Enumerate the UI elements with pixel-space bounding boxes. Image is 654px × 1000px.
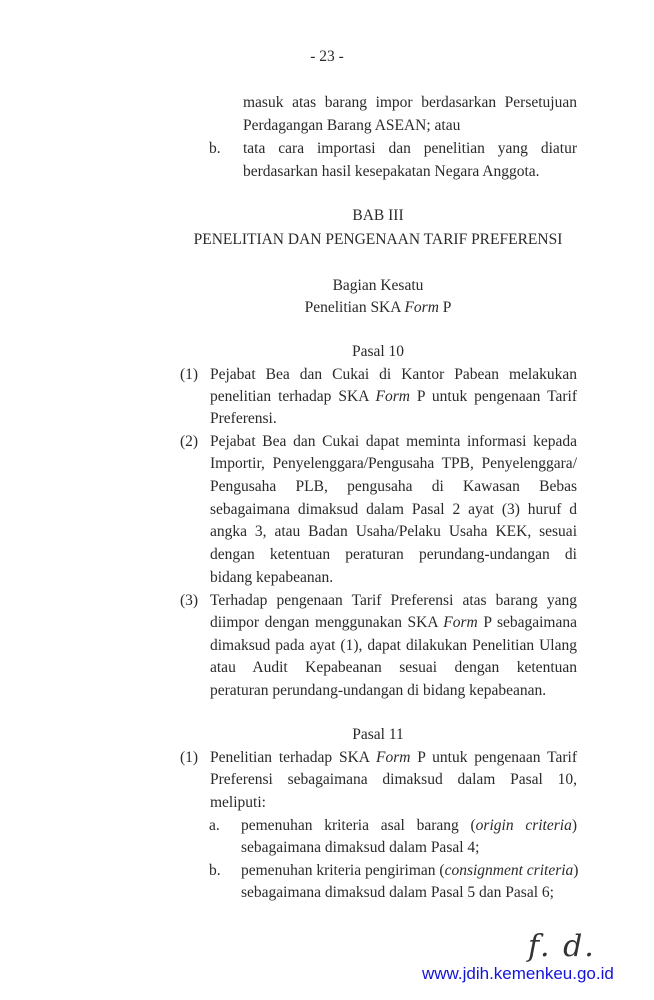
paragraph-line: Pejabat Bea dan Cukai di Kantor Pabean melakukan [210,366,577,383]
paragraph-line: sebagaimana dimaksud dalam Pasal 4; [241,839,480,856]
paragraph-line: Pejabat Bea dan Cukai dapat meminta informasi kepada [210,433,577,450]
italic-text: Form [443,614,478,631]
paragraph-line: peraturan perundang-undangan di bidang kepabeanan. [210,682,547,699]
clause-marker: (2) [180,433,199,450]
paragraph-line: dimaksud pada ayat (1), dapat dilakukan Penelitian Ulang [210,637,577,654]
clause-marker: (1) [180,366,199,383]
list-marker: b. [209,862,221,879]
text: P [438,299,452,316]
paragraph-line: Terhadap pengenaan Tarif Preferensi atas barang yang [210,592,577,609]
paragraph-line: berdasarkan hasil kesepakatan Negara Anggota. [243,163,540,180]
text: diimpor dengan menggunakan SKA [210,614,444,631]
list-marker: a. [209,817,220,834]
text: P untuk pengenaan Tarif [410,749,577,766]
chapter-title: PENELITIAN DAN PENGENAAN TARIF PREFERENSI [193,231,563,248]
paragraph-line [210,613,577,633]
paragraph-line: angka 3, atau Badan Usaha/Pelaku Usaha KEK, sesuai [210,523,577,540]
italic-text: consignment criteria [444,862,574,879]
italic-text: Form [404,299,439,316]
paragraph-line: sebagaimana dimaksud dalam Pasal 2 ayat (3) huruf d [210,501,577,518]
signature-initials: f. d. [528,929,596,964]
paragraph-line [241,861,577,881]
text: penelitian terhadap SKA [210,388,376,405]
text: P sebagaimana [477,614,577,631]
text: Penelitian terhadap SKA [210,749,376,766]
clause-marker: (3) [180,592,199,609]
paragraph-line: Importir, Penyelenggara/Pengusaha TPB, Penyelenggara/ [210,455,577,472]
paragraph-line: bidang kepabeanan. [210,569,334,586]
chapter-number: BAB III [352,207,404,224]
italic-text: origin criteria [475,817,572,834]
italic-text: Form [375,388,410,405]
italic-text: Form [375,749,411,766]
article-title: Pasal 11 [352,726,404,743]
section-label: Bagian Kesatu [332,277,424,294]
text: ) [573,862,579,879]
paragraph-line: dengan ketentuan peraturan perundang-undangan di [210,546,577,563]
paragraph-line: masuk atas barang impor berdasarkan Persetujuan [243,94,577,111]
paragraph-line [210,748,577,768]
text: pemenuhan kriteria pengiriman ( [241,862,445,879]
text: P untuk pengenaan Tarif [409,388,577,405]
paragraph-line: Perdagangan Barang ASEAN; atau [243,117,461,134]
paragraph-line: sebagaimana dimaksud dalam Pasal 5 dan Pasal 6; [241,884,554,901]
clause-marker: (1) [180,749,199,766]
text: pemenuhan kriteria asal barang ( [241,817,476,834]
paragraph-line [210,387,577,407]
paragraph-line: Pengusaha PLB, pengusaha di Kawasan Bebas [210,478,577,495]
paragraph-line: meliputi: [210,794,266,811]
text: Penelitian SKA [304,299,405,316]
paragraph-line: Preferensi. [210,410,277,427]
paragraph-line [241,816,577,836]
section-title [178,298,578,318]
text: ) [571,817,577,834]
article-title: Pasal 10 [351,343,405,360]
page-number: - 23 - [310,48,344,65]
paragraph-line: tata cara importasi dan penelitian yang diatur [243,140,577,157]
list-marker: b. [209,140,221,157]
footer-url-link[interactable]: www.jdih.kemenkeu.go.id [422,964,614,983]
paragraph-line: atau Audit Kepabeanan sesuai dengan ketentuan [210,659,577,676]
paragraph-line: Preferensi sebagaimana dimaksud dalam Pasal 10, [210,771,577,788]
